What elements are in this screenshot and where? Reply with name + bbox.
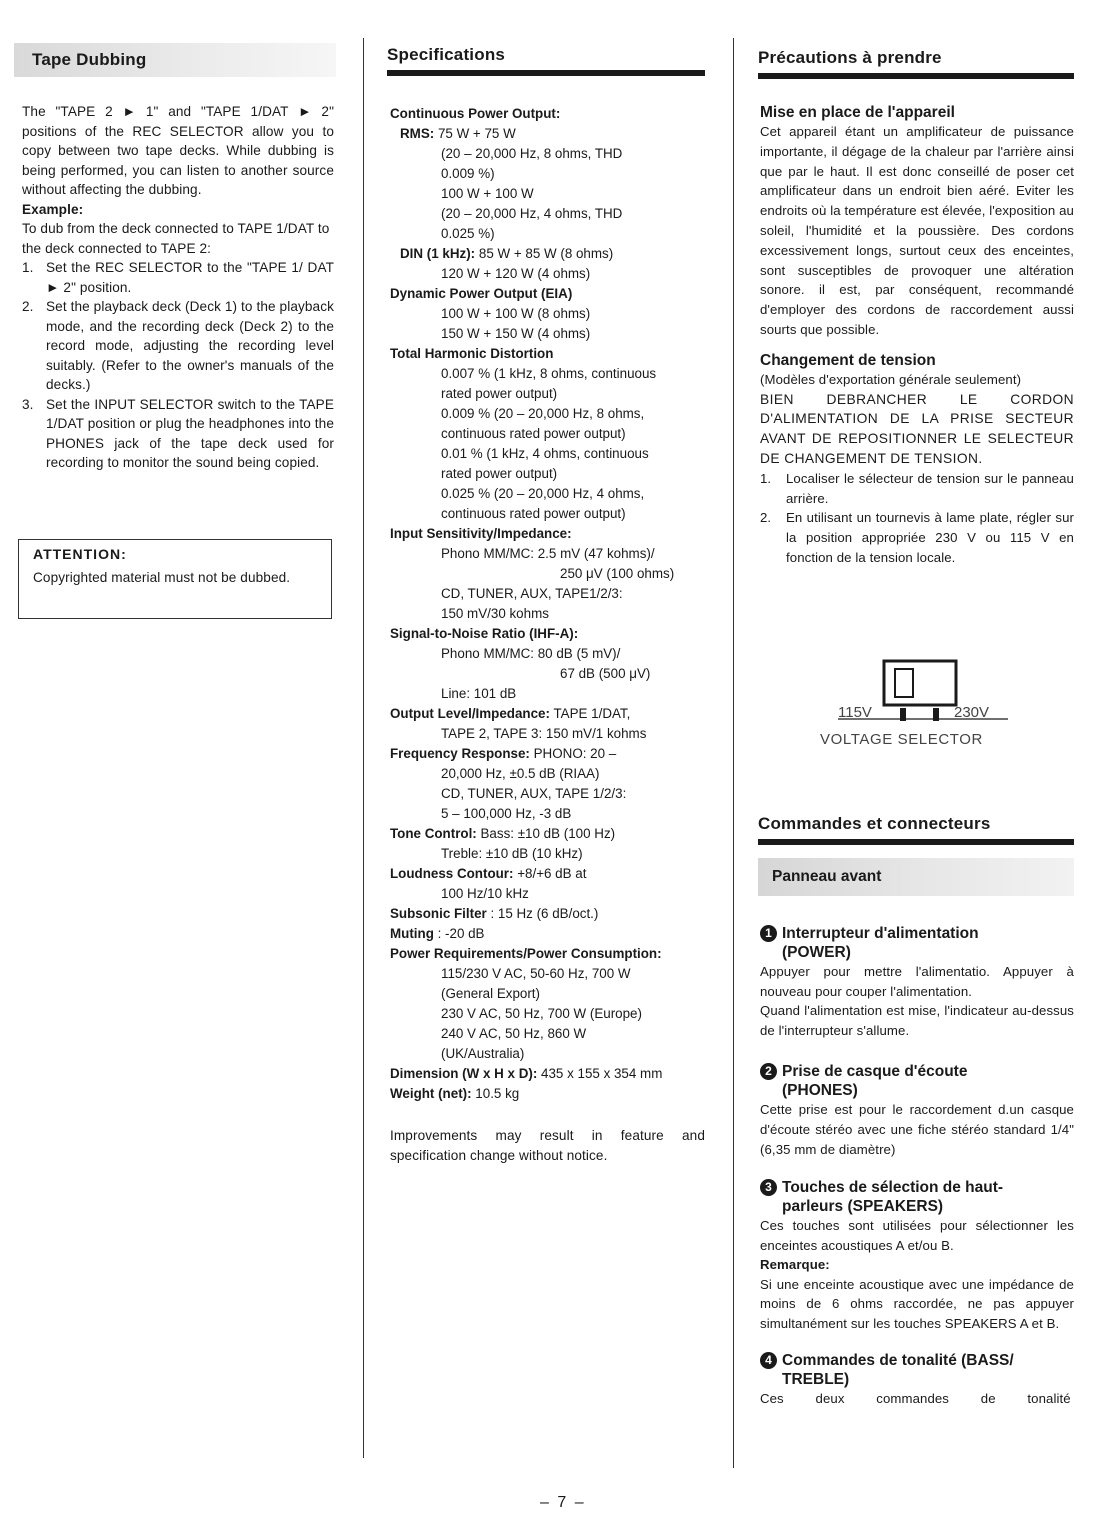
item-heading: 2 Prise de casque d'écoute (PHONES): [760, 1062, 1074, 1100]
voltage-selector-diagram: [758, 648, 1074, 758]
spec-value: continuous rated power output): [441, 426, 626, 441]
spec-value: 0.007 % (1 kHz, 8 ohms, continuous: [441, 366, 657, 381]
spec-label: Subsonic Filter: [390, 906, 487, 921]
spec-label: DIN (1 kHz):: [400, 246, 476, 261]
spec-value: Treble: ±10 dB (10 kHz): [441, 846, 583, 861]
spec-label: Total Harmonic Distortion: [390, 346, 554, 361]
spec-value: Phono MM/MC: 2.5 mV (47 kohms)/: [441, 546, 655, 561]
spec-value: Phono MM/MC: 80 dB (5 mV)/: [441, 646, 621, 661]
spec-label: Dimension (W x H x D):: [390, 1066, 538, 1081]
spec-value: 0.01 % (1 kHz, 4 ohms, continuous: [441, 446, 649, 461]
spec-value: +8/+6 dB at: [513, 866, 587, 881]
voltage-115-label: 115V: [838, 704, 872, 721]
item-heading: 4 Commandes de tonalité (BASS/ TREBLE): [760, 1351, 1074, 1389]
list-item: 1. Set the REC SELECTOR to the "TAPE 1/ DAT ► 2" position.: [22, 260, 334, 295]
spec-value: CD, TUNER, AUX, TAPE 1/2/3:: [441, 786, 627, 801]
heading-rule: [758, 839, 1074, 845]
spec-value: 5 – 100,000 Hz, -3 dB: [441, 806, 572, 821]
spec-label: Weight (net):: [390, 1086, 472, 1101]
spec-value: 150 W + 150 W (4 ohms): [441, 326, 591, 341]
spec-value: 0.009 %): [441, 166, 495, 181]
spec-value: 435 x 155 x 354 mm: [537, 1066, 663, 1081]
section-title: Commandes et connecteurs: [758, 814, 991, 833]
spec-value: (20 – 20,000 Hz, 4 ohms, THD: [441, 206, 623, 221]
paragraph: Quand l'alimentation est mise, l'indicateur au-dessus de l'interrupteur s'allume.: [760, 1003, 1074, 1038]
item-heading: 3 Touches de sélection de haut- parleurs (SPEAKERS): [760, 1178, 1074, 1216]
column-divider: [363, 38, 364, 1458]
section-title: Tape Dubbing: [32, 50, 147, 69]
intro-paragraph: The "TAPE 2 ► 1" and "TAPE 1/DAT ► 2" positions of the REC SELECTOR allow you to copy between two tape decks. While dubbing is being performed, you can listen to another source without affecting the dubbing.: [22, 104, 334, 197]
example-text: To dub from the deck connected to TAPE 1/DAT to the deck connected to TAPE 2:: [22, 221, 330, 256]
spec-value: : -20 dB: [433, 926, 485, 941]
paragraph: Ces deux commandes de tonalité: [760, 1391, 1071, 1406]
list-item: 2. Set the playback deck (Deck 1) to the playback mode, and the recording deck (Deck 2) to the record mode, adjusting the recording level suitably. (Refer to the owner's manuals of the decks.): [22, 299, 334, 392]
spec-label: Output Level/Impedance:: [390, 706, 550, 721]
spec-value: Line: 101 dB: [441, 686, 517, 701]
spec-value: 100 W + 100 W (8 ohms): [441, 306, 591, 321]
subsection-title: Changement de tension: [760, 351, 936, 369]
subsection-title: Mise en place de l'appareil: [760, 104, 955, 121]
spec-label: Input Sensitivity/Impedance:: [390, 526, 572, 541]
number-3-icon: 3: [760, 1179, 777, 1196]
spec-label: RMS:: [400, 126, 435, 141]
voltage-selector-caption: VOLTAGE SELECTOR: [820, 731, 983, 748]
spec-value: 85 W + 85 W (8 ohms): [478, 246, 614, 261]
spec-value: PHONO: 20 –: [529, 746, 617, 761]
spec-label: Dynamic Power Output (EIA): [390, 286, 573, 301]
tension-steps: [760, 469, 1074, 568]
section-title: Specifications: [387, 45, 506, 64]
spec-value: (General Export): [441, 986, 540, 1001]
spec-value: 230 V AC, 50 Hz, 700 W (Europe): [441, 1006, 642, 1021]
spec-value: 75 W + 75 W: [437, 126, 516, 141]
spec-label: Loudness Contour:: [390, 866, 514, 881]
panel-header: [758, 858, 1074, 896]
section-title: Précautions à prendre: [758, 48, 942, 67]
paragraph: Si une enceinte acoustique avec une impédance de moins de 6 ohms raccordée, ne pas appuyer simultanément sur les touches SPEAKERS A et B.: [760, 1276, 1074, 1331]
spec-value: 100 W + 100 W: [441, 186, 534, 201]
spec-value: 0.025 % (20 – 20,000 Hz, 4 ohms,: [441, 486, 645, 501]
spec-footnote: Improvements may result in feature and specification change without notice.: [390, 1128, 705, 1163]
heading-rule: [758, 73, 1074, 79]
spec-value: rated power output): [441, 466, 558, 481]
heading-rule: [387, 70, 705, 76]
spec-value: 10.5 kg: [471, 1086, 520, 1101]
attention-text: Copyrighted material must not be dubbed.: [33, 570, 291, 585]
spec-value: : 15 Hz (6 dB/oct.): [486, 906, 599, 921]
number-1-icon: 1: [760, 925, 777, 942]
spec-value: 120 W + 120 W (4 ohms): [441, 266, 591, 281]
spec-value: CD, TUNER, AUX, TAPE1/2/3:: [441, 586, 623, 601]
spec-value: 20,000 Hz, ±0.5 dB (RIAA): [441, 766, 600, 781]
list-item: 3. Set the INPUT SELECTOR switch to the TAPE 1/DAT position or plug the headphones into the PHONES jack of the tape deck used for recording to monitor the sound being copied.: [22, 396, 334, 470]
paragraph: (Modèles d'exportation générale seulement): [760, 371, 1022, 387]
spec-label: Signal-to-Noise Ratio (IHF-A):: [390, 626, 579, 641]
spec-value: 67 dB (500 μV): [560, 666, 651, 681]
paragraph: Appuyer pour mettre l'alimentatio. Appuyer à nouveau pour couper l'alimentation.: [760, 964, 1074, 999]
spec-value: 240 V AC, 50 Hz, 860 W: [441, 1026, 587, 1041]
spec-value: 115/230 V AC, 50-60 Hz, 700 W: [441, 966, 631, 981]
dubbing-steps: [22, 258, 334, 473]
number-4-icon: 4: [760, 1352, 777, 1369]
panel-title: Panneau avant: [772, 868, 882, 885]
spec-label: Frequency Response:: [390, 746, 530, 761]
spec-value: TAPE 1/DAT,: [549, 706, 631, 721]
spec-value: rated power output): [441, 386, 558, 401]
item-heading: 1 Interrupteur d'alimentation (POWER): [760, 924, 1074, 962]
paragraph: Cette prise est pour le raccordement d.un casque d'écoute stéréo avec une fiche stéréo standard 1/4" (6,35 mm de diamètre): [760, 1102, 1074, 1157]
section-header-tape-dubbing: [14, 43, 336, 77]
attention-title: ATTENTION:: [33, 546, 127, 562]
spec-value: (UK/Australia): [441, 1046, 525, 1061]
page-number: – 7 –: [540, 1494, 586, 1511]
spec-value: Bass: ±10 dB (100 Hz): [476, 826, 616, 841]
spec-value: 0.025 %): [441, 226, 495, 241]
spec-label: Muting: [390, 926, 434, 941]
spec-value: (20 – 20,000 Hz, 8 ohms, THD: [441, 146, 623, 161]
paragraph: Cet appareil étant un amplificateur de puissance importante, il dégage de la chaleur par l'arrière ainsi que par le haut. Il est donc conseillé de poser cet amplificateur dans un endroit bien aéré. Eviter les endroits où la température est élevée, l'exposition au soleil, l'humidité et la poussière. Des cordons excessivement longs, surtout ceux des enceintes, sont susceptibles de provoquer une altération sonore. il est, par conséquent, recommandé d'employer des cordons de raccordement aussi sourts que possible.: [760, 124, 1074, 337]
voltage-230-label: 230V: [954, 704, 990, 721]
spec-value: 250 μV (100 ohms): [560, 566, 675, 581]
spec-value: TAPE 2, TAPE 3: 150 mV/1 kohms: [441, 726, 647, 741]
column-divider: [733, 38, 734, 1468]
number-2-icon: 2: [760, 1063, 777, 1080]
spec-value: 100 Hz/10 kHz: [441, 886, 529, 901]
spec-value: 0.009 % (20 – 20,000 Hz, 8 ohms,: [441, 406, 645, 421]
spec-value: 150 mV/30 kohms: [441, 606, 549, 621]
spec-label: Continuous Power Output:: [390, 106, 561, 121]
remark-label: Remarque:: [760, 1257, 830, 1272]
paragraph: Ces touches sont utilisées pour sélectionner les enceintes acoustiques A et/ou B.: [760, 1218, 1074, 1253]
spec-label: Power Requirements/Power Consumption:: [390, 946, 662, 961]
spec-list: [390, 104, 705, 1165]
list-item: 1. Localiser le sélecteur de tension sur le panneau arrière.: [760, 470, 1074, 506]
spec-value: continuous rated power output): [441, 506, 626, 521]
attention-box: [18, 539, 332, 619]
warning-paragraph: BIEN DEBRANCHER LE CORDON D'ALIMENTATION DE LA PRISE SECTEUR AVANT DE REPOSITIONNER LE SELECTEUR DE CHANGEMENT DE TENSION.: [760, 391, 1074, 466]
list-item: 2. En utilisant un tournevis à lame plate, régler sur la position appropriée 230 V ou 115 V en fonction de la tension locale.: [760, 510, 1074, 565]
example-label: Example:: [22, 201, 84, 217]
spec-label: Tone Control:: [390, 826, 477, 841]
